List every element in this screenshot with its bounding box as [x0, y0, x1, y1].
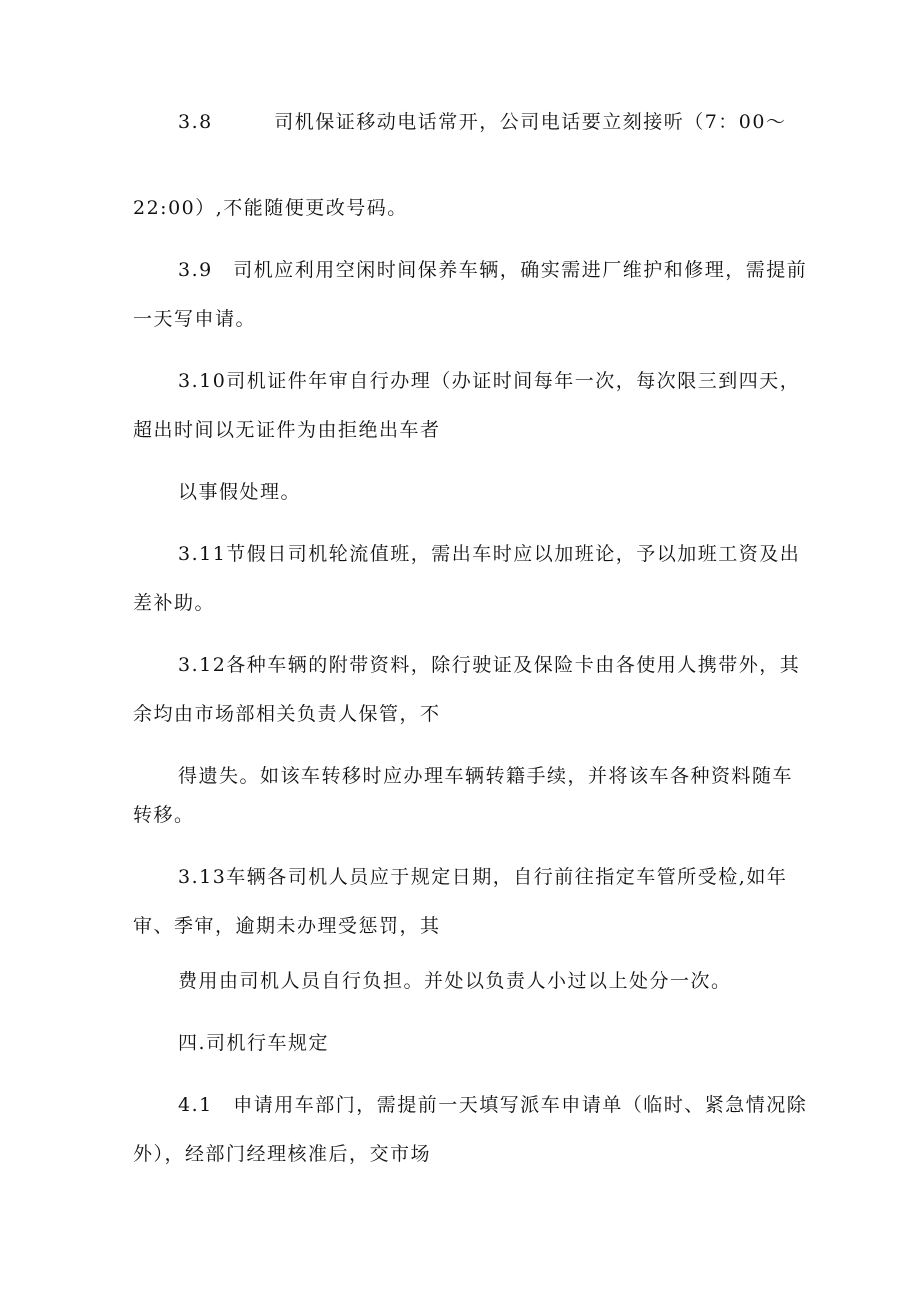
clause-3-10-line-3: 以事假处理。: [178, 481, 302, 503]
clause-3-12-line-4: 转移。: [133, 804, 195, 826]
clause-3-12-line-2: 余均由市场部相关负责人保管，不: [133, 703, 441, 725]
clause-3-9-line-2: 一天写申请。: [133, 308, 257, 330]
clause-3-10-line-2: 超出时间以无证件为由拒绝出车者: [133, 419, 441, 441]
clause-4-1-line-1: 4.1 申请用车部门，需提前一天填写派车申请单（临时、紧急情况除: [178, 1094, 808, 1116]
clause-3-13-line-1: 3.13车辆各司机人员应于规定日期，自行前往指定车管所受检,如年: [178, 866, 788, 888]
section-4-heading: 四.司机行车规定: [178, 1032, 330, 1054]
clause-3-11-line-2: 差补助。: [133, 592, 216, 614]
clause-3-12-line-1: 3.12各种车辆的附带资料，除行驶证及保险卡由各使用人携带外，其: [178, 654, 801, 676]
clause-3-9-line-1: 3.9 司机应利用空闲时间保养车辆，确实需进厂维护和修理，需提前: [178, 259, 808, 281]
clause-3-8-line-1: 3.8 司机保证移动电话常开，公司电话要立刻接听（7：00～: [178, 111, 787, 133]
clause-3-13-line-3: 费用由司机人员自行负担。并处以负责人小过以上处分一次。: [178, 970, 732, 992]
clause-3-10-line-1: 3.10司机证件年审自行办理（办证时间每年一次，每次限三到四天，: [178, 370, 801, 392]
clause-3-11-line-1: 3.11节假日司机轮流值班，需出车时应以加班论，予以加班工资及出: [178, 543, 801, 565]
clause-3-12-line-3: 得遗失。如该车转移时应办理车辆转籍手续，并将该车各种资料随车: [178, 765, 794, 787]
clause-4-1-line-2: 外），经部门经理核准后，交市场: [133, 1143, 432, 1165]
clause-3-13-line-2: 审、季审，逾期未办理受惩罚，其: [133, 915, 441, 937]
clause-3-8-line-2: 22:00）,不能随便更改号码。: [133, 197, 408, 219]
